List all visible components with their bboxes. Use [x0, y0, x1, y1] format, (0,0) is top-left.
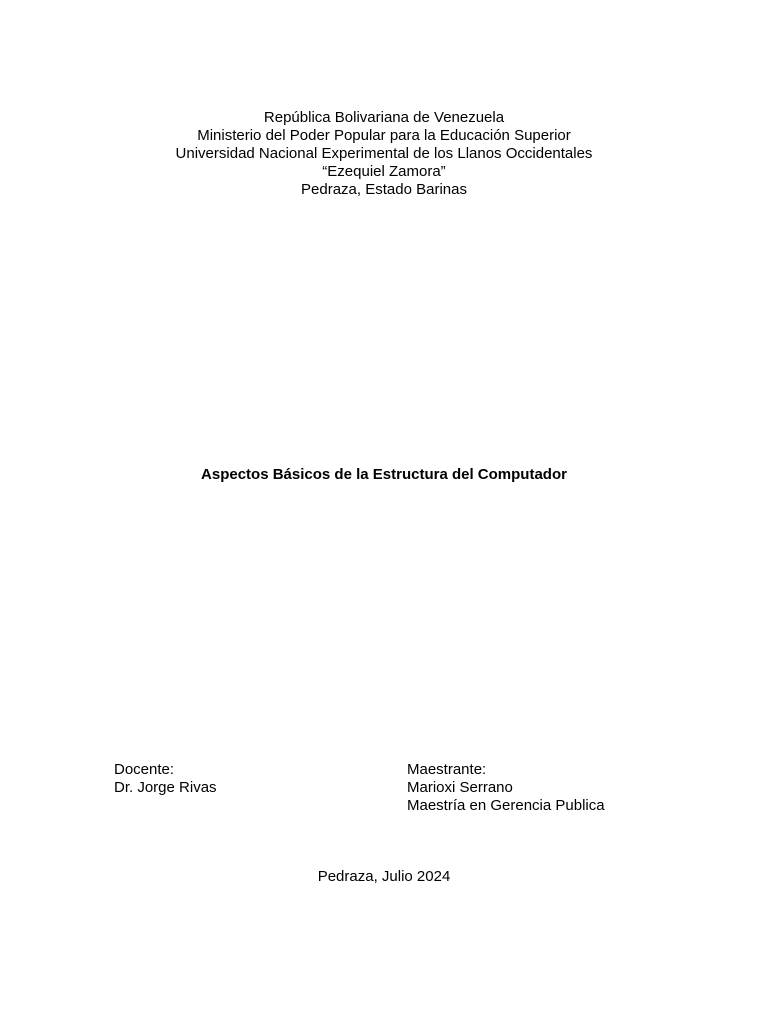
institution-header	[0, 109, 768, 199]
place-date: Pedraza, Julio 2024	[317, 868, 451, 885]
header-line-country: República Bolivariana de Venezuela	[263, 109, 505, 126]
student-block	[407, 761, 605, 815]
document-title: Aspectos Básicos de la Estructura del Computador	[201, 466, 567, 483]
teacher-name: Dr. Jorge Rivas	[114, 779, 217, 796]
header-line-university-name: “Ezequiel Zamora”	[322, 163, 446, 180]
header-line-university: Universidad Nacional Experimental de los Llanos Occidentales	[175, 145, 593, 162]
student-label: Maestrante:	[407, 761, 487, 778]
teacher-label: Docente:	[114, 761, 175, 778]
student-program: Maestría en Gerencia Publica	[407, 797, 605, 814]
student-name: Marioxi Serrano	[407, 779, 513, 796]
header-line-location: Pedraza, Estado Barinas	[301, 181, 467, 198]
teacher-block	[114, 761, 217, 797]
header-line-ministry: Ministerio del Poder Popular para la Educación Superior	[197, 127, 571, 144]
